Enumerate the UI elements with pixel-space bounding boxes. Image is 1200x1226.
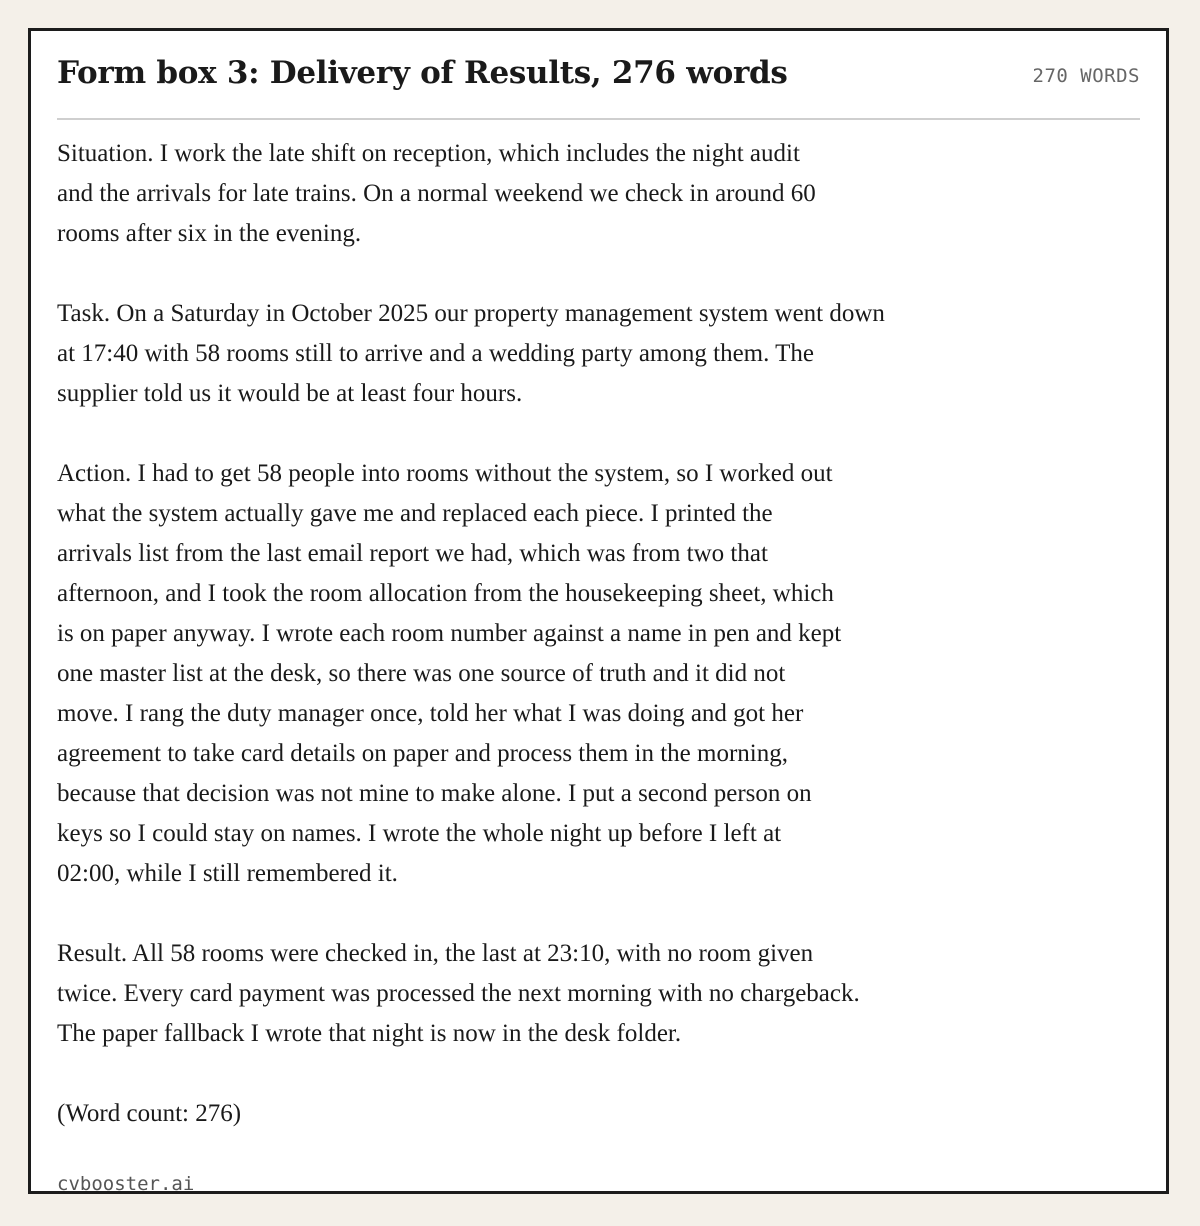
brand-watermark: cvbooster.ai [57,1173,195,1195]
paragraph-action: Action. I had to get 58 people into rooms without the system, so I worked out what the system actually gave me and replaced each piece. I printed the arrivals list from the last email report we had, which was from two that afternoon, and I took the room allocation from the housekeeping sheet, which is on paper anyway. I wrote each room number against a name in pen and kept one master list at the desk, so there was one source of truth and it did not move. I rang the duty manager once, told her what I was doing and got her agreement to take card details on paper and process them in the morning, because that decision was not mine to make alone. I put a second person on keys so I could stay on names. I wrote the whole night up before I left at 02:00, while I still remembered it. [57,460,842,887]
paragraph-result: Result. All 58 rooms were checked in, the last at 23:10, with no room given twice. Every card payment was processed the next morning with no chargeback. The paper fallback I wrote that night is now in the desk folder. [57,940,860,1047]
answer-text [57,134,1057,1134]
word-count-badge: 270 WORDS [1032,65,1140,87]
form-box-card [28,28,1169,1194]
paragraph-situation: Situation. I work the late shift on reception, which includes the night audit and the arrivals for late trains. On a normal weekend we check in around 60 rooms after six in the evening. [57,140,816,247]
paragraph-word-count: (Word count: 276) [57,1100,242,1127]
form-box-title: Form box 3: Delivery of Results, 276 words [57,55,788,91]
form-box-header [57,31,1140,120]
paragraph-task: Task. On a Saturday in October 2025 our property management system went down at 17:40 with 58 rooms still to arrive and a wedding party among them. The supplier told us it would be at least four hours. [57,300,885,407]
